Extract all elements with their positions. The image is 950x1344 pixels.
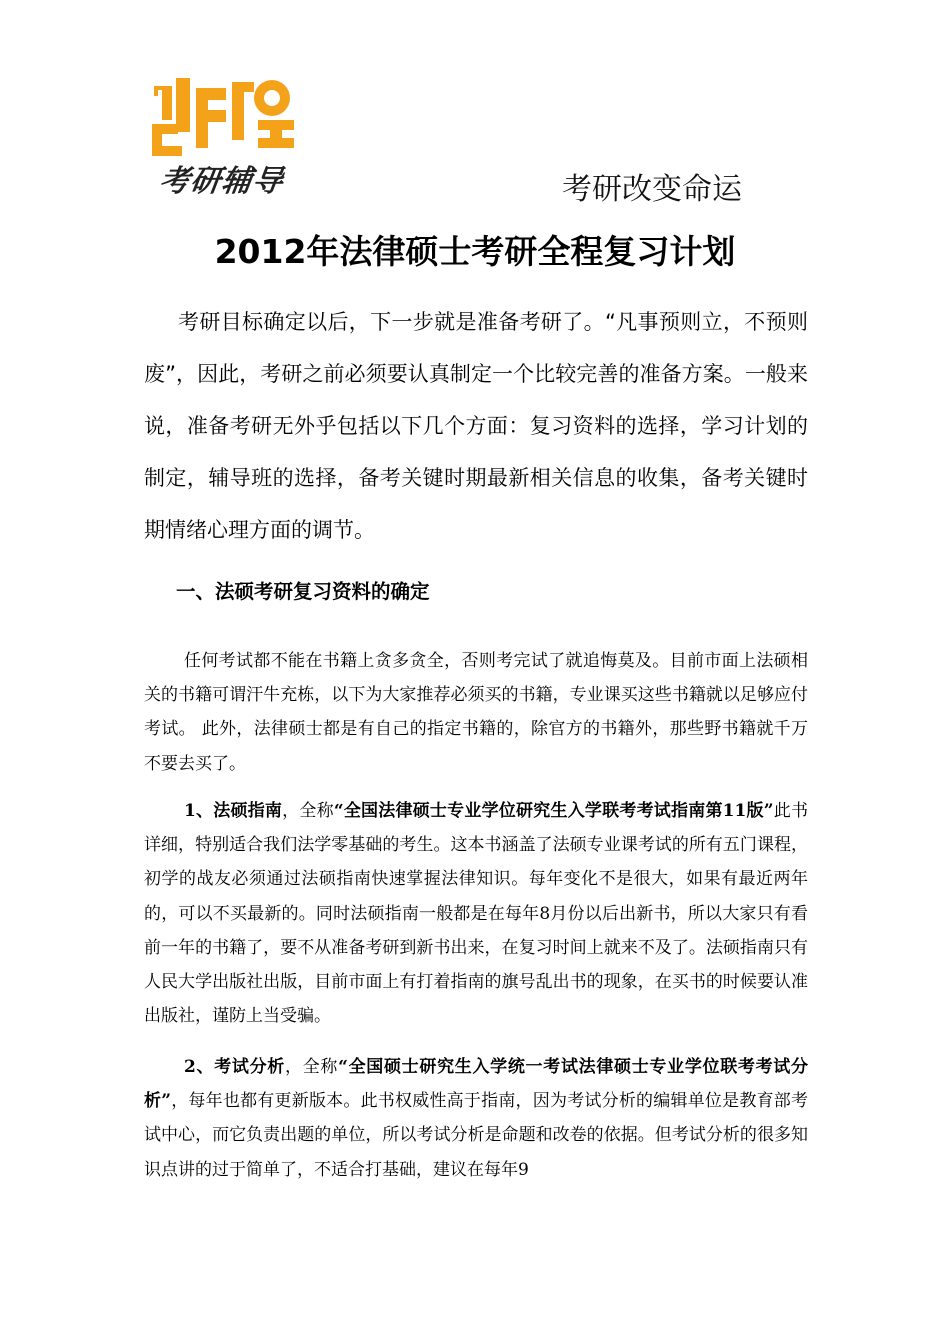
item-1-fullname: “全国法律硕士专业学位研究生入学联考考试指南第11版”	[333, 801, 774, 821]
list-item-1	[144, 794, 808, 1033]
intro-paragraph: 考研目标确定以后，下一步就是准备考研了。“凡事预则立，不预则废”，因此，考研之前必须要认真制定一个比较完善的准备方案。一般来说，准备考研无外乎包括以下几个方面：复习资料的选择，学习计划的制定，辅导班的选择，备考关键时期最新相关信息的收集，备考关键时期情绪心理方面的调节。	[144, 310, 808, 542]
item-2-connector: ，全称	[285, 1057, 339, 1077]
item-1-label: 1、法硕指南	[184, 801, 283, 821]
document-title: 2012年法律硕士考研全程复习计划	[214, 232, 736, 271]
item-1-connector: ，全称	[282, 801, 334, 821]
section-heading: 一、法硕考研复习资料的确定	[176, 580, 430, 603]
item-2-fullname: “全国硕士研究生入学统一考试法律硕士专业学位联考考试分析”	[144, 1057, 808, 1112]
slogan: 考研改变命运	[562, 172, 742, 207]
item-2-text: ，每年也都有更新版本。此书权威性高于指南，因为考试分析的编辑单位是教育部考试中心，而它负责出题的单位，所以考试分析是命题和改卷的依据。但考试分析的很多知识点讲的过于简单了，不适合打基础，建议在每年9	[144, 1091, 809, 1180]
list-item-2	[144, 1050, 808, 1187]
brand-logo	[148, 74, 308, 204]
section-paragraph: 任何考试都不能在书籍上贪多贪全，否则考完试了就追悔莫及。目前市面上法硕相关的书籍可谓汗牛充栋，以下为大家推荐必须买的书籍，专业课买这些书籍就以足够应付考试。 此外，法律硕士都是有自己的指定书籍的，除官方的书籍外，那些野书籍就千万不要去买了。	[144, 651, 808, 774]
logo-caption: 考研辅导	[157, 164, 286, 199]
kaicheng-logo-icon	[148, 74, 304, 158]
item-2-label: 2、考试分析	[184, 1057, 286, 1077]
item-1-text: 此书详细，特别适合我们法学零基础的考生。这本书涵盖了法硕专业课考试的所有五门课程，初学的战友必须通过法硕指南快速掌握法律知识。每年变化不是很大，如果有最近两年的，可以不买最新的。同时法硕指南一般都是在每年8月份以后出新书，所以大家只有看前一年的书籍了，要不从准备考研到新书出来，在复习时间上就来不及了。法硕指南只有人民大学出版社出版，目前市面上有打着指南的旗号乱出书的现象，在买书的时候要认准出版社，谨防上当受骗。	[144, 801, 809, 1027]
